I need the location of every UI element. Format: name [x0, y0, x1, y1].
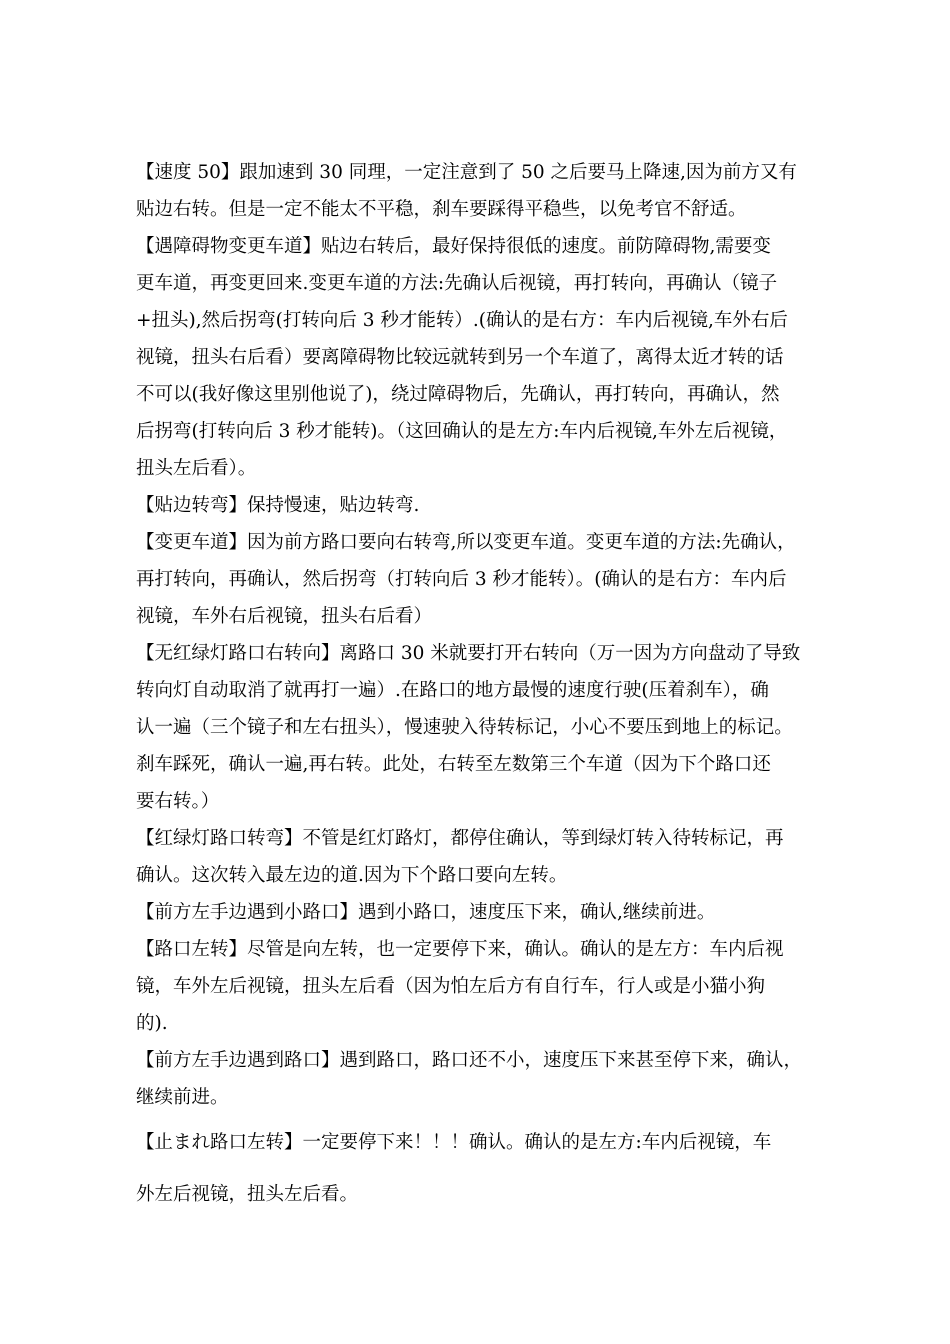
text-line: 外左后视镜，扭头左后看。: [136, 1184, 359, 1205]
text-line: 认一遍（三个镜子和左右扭头），慢速驶入待转标记，小心不要压到地上的标记。: [136, 717, 793, 738]
text-line: 【红绿灯路口转弯】不管是红灯路灯，都停住确认，等到绿灯转入待转标记，再: [136, 828, 784, 849]
text-line: 更车道，再变更回来.变更车道的方法:先确认后视镜，再打转向，再确认（镜子: [136, 273, 778, 294]
text-line: 【速度 50】跟加速到 30 同理，一定注意到了 50 之后要马上降速,因为前方又有: [136, 162, 797, 183]
text-line: 【无红绿灯路口右转向】离路口 30 米就要打开右转向（万一因为方向盘动了导致: [136, 643, 801, 664]
text-line: 【贴边转弯】保持慢速，贴边转弯.: [136, 495, 420, 516]
text-line: 的).: [136, 1013, 168, 1034]
text-line: 贴边右转。但是一定不能太不平稳，刹车要踩得平稳些，以免考官不舒适。: [136, 199, 747, 220]
text-line: 【止まれ路口左转】一定要停下来！！！确认。确认的是左方:车内后视镜，车: [136, 1132, 772, 1153]
text-line: 【遇障碍物变更车道】贴边右转后，最好保持很低的速度。前防障碍物,需要变: [136, 236, 771, 257]
text-line: 【路口左转】尽管是向左转，也一定要停下来，确认。确认的是左方：车内后视: [136, 939, 784, 960]
text-line: +扭头),然后拐弯(打转向后 3 秒才能转）.(确认的是右方：车内后视镜,车外右后: [136, 310, 788, 331]
text-line: 不可以(我好像这里别他说了)，绕过障碍物后，先确认，再打转向，再确认，然: [136, 384, 780, 405]
text-line: 扭头左后看）。: [136, 458, 257, 479]
text-line: 转向灯自动取消了就再打一遍）.在路口的地方最慢的速度行驶(压着刹车），确: [136, 680, 769, 701]
text-line: 继续前进。: [136, 1087, 229, 1108]
text-line: 【变更车道】因为前方路口要向右转弯,所以变更车道。变更车道的方法:先确认，: [136, 532, 796, 553]
text-line: 【前方左手边遇到小路口】遇到小路口，速度压下来，确认,继续前进。: [136, 902, 716, 923]
text-line: 【前方左手边遇到路口】遇到路口，路口还不小，速度压下来甚至停下来，确认，: [136, 1050, 803, 1071]
text-line: 视镜，扭头右后看）要离障碍物比较远就转到另一个车道了，离得太近才转的话: [136, 347, 784, 368]
text-line: 要右转。）: [136, 791, 220, 812]
text-line: 确认。这次转入最左边的道.因为下个路口要向左转。: [136, 865, 568, 886]
text-line: 视镜，车外右后视镜，扭头右后看）: [136, 606, 433, 627]
text-line: 再打转向，再确认，然后拐弯（打转向后 3 秒才能转）。(确认的是右方：车内后: [136, 569, 787, 590]
text-line: 后拐弯(打转向后 3 秒才能转)。（这回确认的是左方:车内后视镜,车外左后视镜，: [136, 421, 788, 442]
text-line: 镜，车外左后视镜，扭头左后看（因为怕左后方有自行车，行人或是小猫小狗: [136, 976, 766, 997]
text-line: 刹车踩死，确认一遍,再右转。此处，右转至左数第三个车道（因为下个路口还: [136, 754, 771, 775]
